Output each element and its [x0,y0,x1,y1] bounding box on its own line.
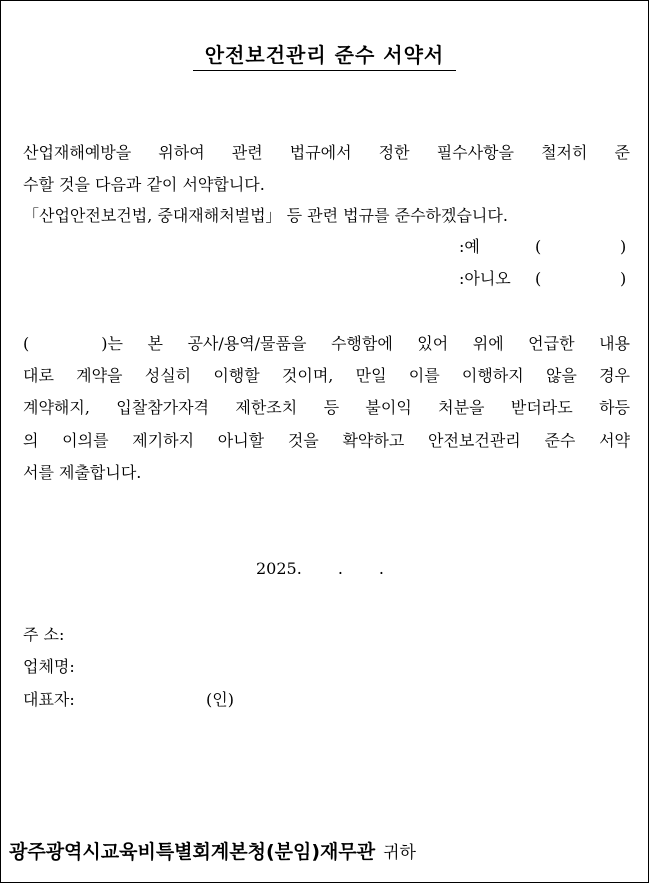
option-no-paren-close: ) [620,269,627,288]
document-title-text: 안전보건관리 준수 서약서 [193,39,456,71]
option-yes-label: :예 [459,237,480,256]
pledge-line-1-text: )는 본 공사/용역/물품을 수행함에 있어 위에 언급한 내용 [101,334,630,353]
option-no-label: :아니오 [459,269,511,288]
pledge-line-1 [23,334,630,354]
intro-line-3: 「산업안전보건법, 중대재해처벌법」 등 관련 법규를 준수하겠습니다. [23,206,508,225]
recipient-name: 광주광역시교육비특별회계본청(분임)재무관 [9,841,376,863]
pledge-line-2: 대로 계약을 성실히 이행할 것이며, 만일 이를 이행하지 않을 경우 [23,366,630,385]
date-year: 2025. [256,559,302,578]
address-label: 주 소: [23,625,65,644]
seal-mark: (인) [206,690,234,709]
intro-line-2: 수할 것을 다음과 같이 서약합니다. [23,175,265,194]
recipient-suffix: 귀하 [383,843,416,863]
intro-line-1: 산업재해예방을 위하여 관련 법규에서 정한 필수사항을 철저히 준 [23,143,630,162]
option-yes-paren-close: ) [620,237,627,256]
company-label: 업체명: [23,657,75,676]
date-month-dot: . [337,559,343,578]
pledge-line-4: 의 이의를 제기하지 아니할 것을 확약하고 안전보건관리 준수 서약 [23,431,630,450]
pledge-line-5: 서를 제출합니다. [23,463,142,482]
option-yes-paren-open: ( [535,237,542,256]
recipient-line [9,837,416,864]
representative-label: 대표자: [23,690,75,709]
document-title [1,39,648,71]
pledge-line-3: 계약해지, 입찰참가자격 제한조치 등 불이익 처분을 받더라도 하등 [23,398,630,417]
date-day-dot: . [378,559,384,578]
document-date [256,559,384,578]
option-no-paren-open: ( [535,269,542,288]
company-blank-open: ( [23,334,30,353]
